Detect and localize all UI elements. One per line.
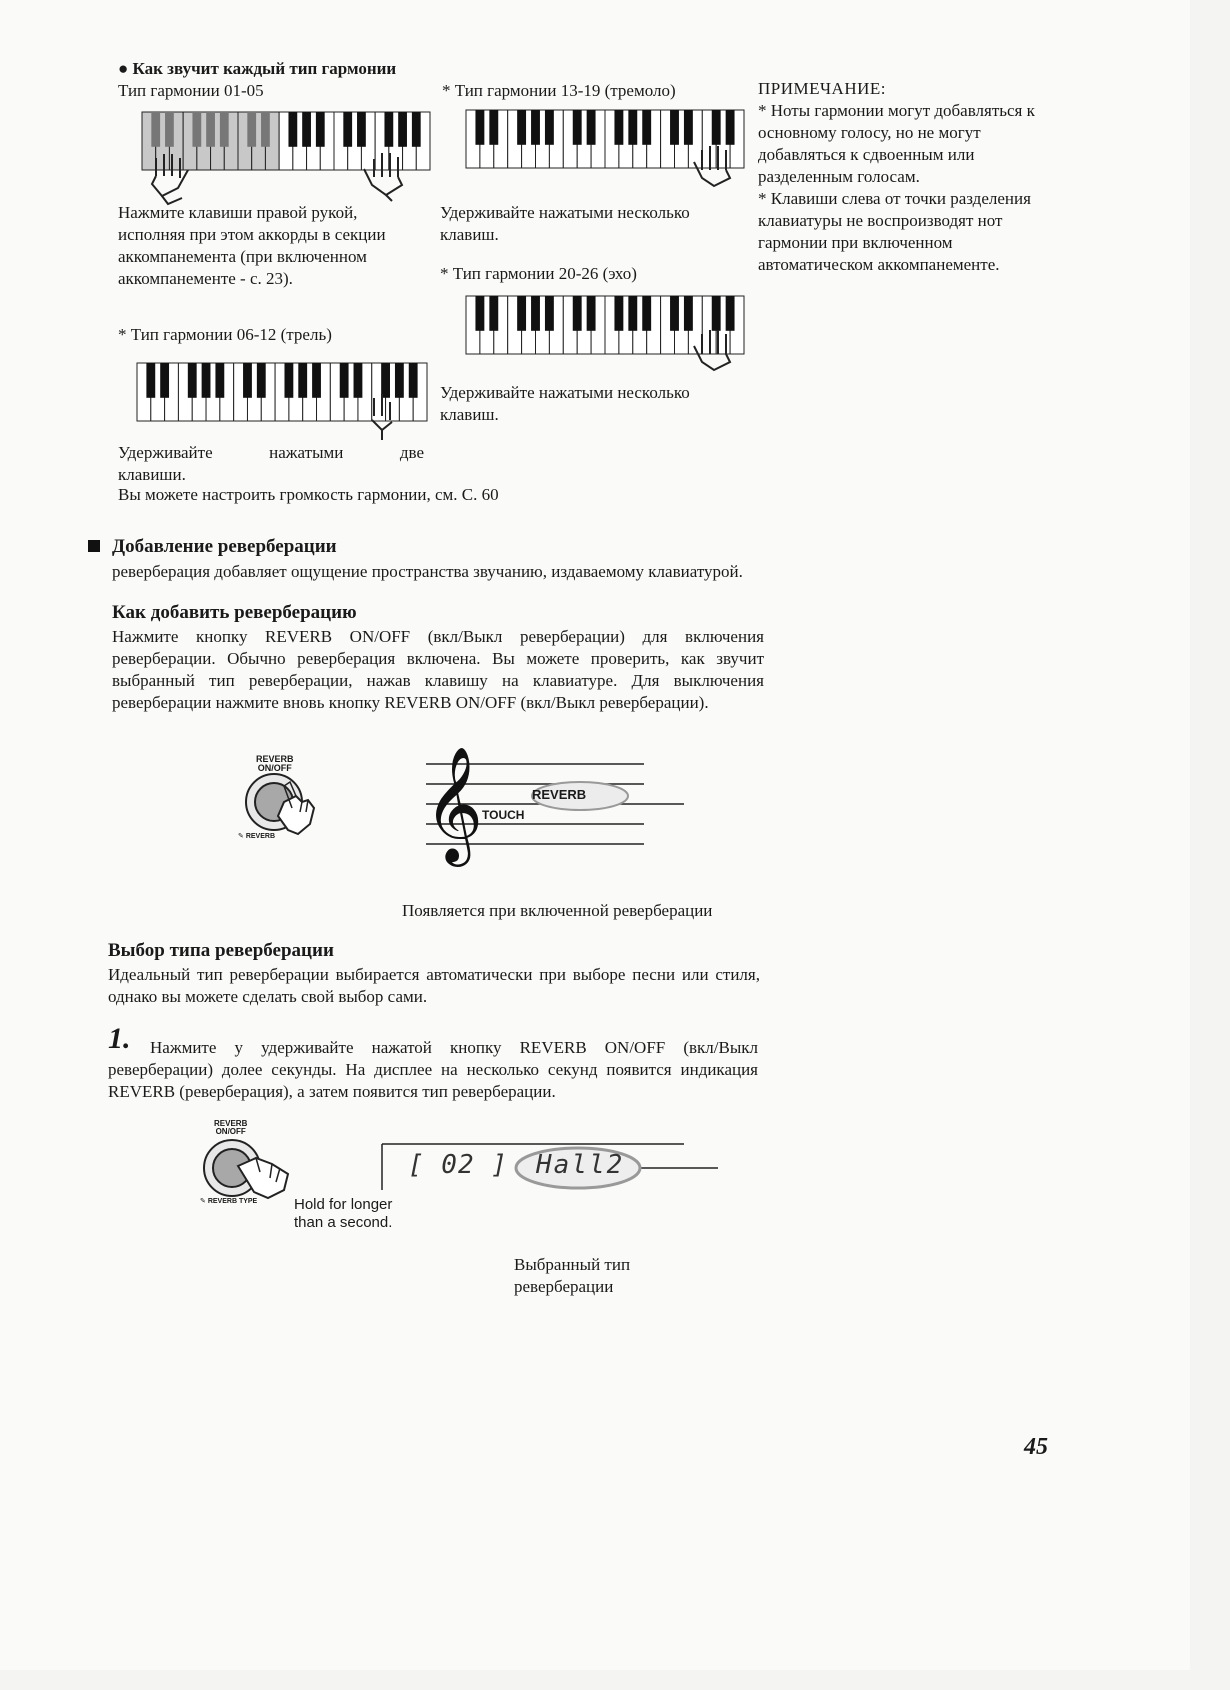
- black-key: [206, 112, 215, 147]
- black-key: [587, 296, 596, 331]
- black-key: [398, 112, 407, 147]
- note-item-2: * Клавиши слева от точки разделения клавиатуры не воспроизводят нот гармонии при включенном автоматическом аккомпанементе.: [758, 189, 1031, 274]
- black-key: [642, 110, 651, 145]
- step-number: 1.: [108, 1022, 131, 1055]
- harmony-type-01-05-desc: Нажмите клавиши правой рукой, исполняя при этом аккорды в секции аккомпанемента (при включенном аккомпанементе - с. 23).: [118, 203, 386, 288]
- black-key: [628, 110, 637, 145]
- note-title: ПРИМЕЧАНИЕ:: [758, 79, 886, 98]
- harmony-type-13-19-label: * Тип гармонии 13-19 (тремоло): [442, 81, 676, 100]
- black-key: [409, 363, 418, 398]
- black-key: [165, 112, 174, 147]
- right-hand-icon-tremolo: [692, 140, 748, 196]
- black-key: [614, 296, 623, 331]
- reverb-button-caption: [256, 755, 294, 773]
- display-touch-indicator: TOUCH: [482, 808, 525, 822]
- reverb-type-sub-label-text: REVERB TYPE: [207, 1198, 258, 1205]
- black-key: [298, 363, 307, 398]
- reverb-section-intro: реверберация добавляет ощущение пространства звучанию, издаваемому клавиатурой.: [112, 562, 743, 581]
- harmony-note: [758, 78, 1068, 276]
- black-key: [354, 363, 363, 398]
- black-key: [531, 110, 540, 145]
- black-key: [312, 363, 321, 398]
- black-key: [247, 112, 256, 147]
- harmony-type-06-12-desc-line2: клавиши.: [118, 465, 186, 484]
- black-key: [160, 363, 169, 398]
- reverb-select-text: Идеальный тип реверберации выбирается автоматически при выборе песни или стиля, однако вы можете сделать свой выбор сами.: [108, 965, 760, 1006]
- black-key: [151, 112, 160, 147]
- svg-text:𝄞: 𝄞: [424, 745, 484, 862]
- two-finger-hand-icon: [368, 392, 408, 442]
- page-number: 45: [1024, 1434, 1048, 1460]
- reverb-type-button: [198, 1138, 298, 1218]
- selected-caption-line1: Выбранный тип: [514, 1255, 631, 1274]
- black-key: [302, 112, 311, 147]
- selected-caption: [514, 1254, 630, 1298]
- hold-caption-line1: Hold for longer: [294, 1196, 393, 1213]
- black-key: [215, 363, 224, 398]
- black-key: [288, 112, 297, 147]
- black-key: [517, 110, 526, 145]
- black-key: [220, 112, 229, 147]
- black-key: [573, 296, 582, 331]
- reverb-button2-caption: [214, 1120, 247, 1136]
- reverb-appears-caption: Появляется при включенной реверберации: [402, 901, 713, 920]
- harmony-type-06-12-desc-line1: Удерживайте нажатыми две: [118, 443, 424, 462]
- black-key: [489, 296, 498, 331]
- black-key: [146, 363, 155, 398]
- right-hand-icon-echo: [692, 324, 748, 380]
- black-key: [573, 110, 582, 145]
- black-key: [475, 110, 484, 145]
- pencil-icon: ✎: [200, 1198, 206, 1205]
- right-hand-icon: [362, 145, 422, 205]
- reverb-how-text: Нажмите кнопку REVERB ON/OFF (вкл/Выкл реверберации) для включения реверберации. Обычно реверберация включена. Вы можете проверить, как звучит выбранный тип реверберации, нажав клавишу на клавиатуре. Для выключения реверберации нажмите вновь кнопку REVERB ON/OFF (вкл/Выкл реверберации).: [112, 627, 764, 712]
- harmony-type-20-26-label: * Тип гармонии 20-26 (эхо): [440, 264, 637, 283]
- harmony-volume-note: Вы можете настроить громкость гармонии, см. С. 60: [118, 485, 499, 504]
- lcd-reverb-type: Hall2: [536, 1150, 625, 1180]
- step-text: Нажмите у удерживайте нажатой кнопку REVERB ON/OFF (вкл/Выкл реверберации) долее секунды. На дисплее на несколько секунд появится индикация REVERB (реверберация), а затем появится тип реверберации.: [108, 1038, 758, 1101]
- black-key: [587, 110, 596, 145]
- black-key: [531, 296, 540, 331]
- black-key: [202, 363, 211, 398]
- reverb-button-label-bottom: ON/OFF: [257, 763, 292, 773]
- reverb-button2-label-top: REVERB: [214, 1119, 248, 1128]
- black-key: [188, 363, 197, 398]
- reverb-button2-sub-label: [200, 1197, 257, 1205]
- black-key: [475, 296, 484, 331]
- selected-caption-line2: реверберации: [514, 1277, 614, 1296]
- black-key: [614, 110, 623, 145]
- black-key: [412, 112, 421, 147]
- black-key: [670, 110, 679, 145]
- harmony-type-06-12-label: * Тип гармонии 06-12 (трель): [118, 325, 332, 344]
- black-key: [545, 110, 554, 145]
- black-key: [517, 296, 526, 331]
- harmony-type-01-05-label: Тип гармонии 01-05: [118, 81, 264, 100]
- black-key: [489, 110, 498, 145]
- pencil-icon: ✎: [238, 833, 244, 840]
- reverb-button-label-top: REVERB: [256, 754, 294, 764]
- black-key: [316, 112, 325, 147]
- note-item-1: * Ноты гармонии могут добавляться к основному голосу, но не могут добавляться к сдвоенным или разделенным голосам.: [758, 101, 1035, 186]
- black-key: [642, 296, 651, 331]
- reverb-how-title: Как добавить реверберацию: [112, 602, 357, 623]
- black-key: [384, 112, 393, 147]
- black-key: [628, 296, 637, 331]
- black-key: [670, 296, 679, 331]
- reverb-button2-label-bottom: ON/OFF: [215, 1127, 246, 1136]
- reverb-sub-label-text: REVERB: [245, 833, 276, 840]
- harmony-type-13-19-desc: Удерживайте нажатыми несколько клавиш.: [440, 203, 690, 244]
- harmony-heading: ● Как звучит каждый тип гармонии: [118, 59, 397, 78]
- black-key: [343, 112, 352, 147]
- hold-caption: [294, 1196, 392, 1232]
- reverb-section-title: Добавление реверберации: [112, 536, 337, 557]
- black-key: [261, 112, 270, 147]
- section-bullet: [88, 540, 100, 552]
- black-key: [545, 296, 554, 331]
- display-reverb-indicator: REVERB: [532, 787, 587, 802]
- hold-caption-line2: than a second.: [294, 1214, 393, 1231]
- black-key: [243, 363, 252, 398]
- lcd-number: [ 02 ]: [408, 1150, 508, 1180]
- black-key: [192, 112, 201, 147]
- reverb-on-off-button: [240, 772, 330, 862]
- reverb-button-sub-label: [238, 832, 275, 840]
- harmony-type-20-26-desc: Удерживайте нажатыми несколько клавиш.: [440, 383, 690, 424]
- black-key: [340, 363, 349, 398]
- black-key: [257, 363, 266, 398]
- reverb-select-title: Выбор типа реверберации: [108, 940, 334, 961]
- black-key: [357, 112, 366, 147]
- black-key: [284, 363, 293, 398]
- left-hand-icon: [148, 148, 208, 208]
